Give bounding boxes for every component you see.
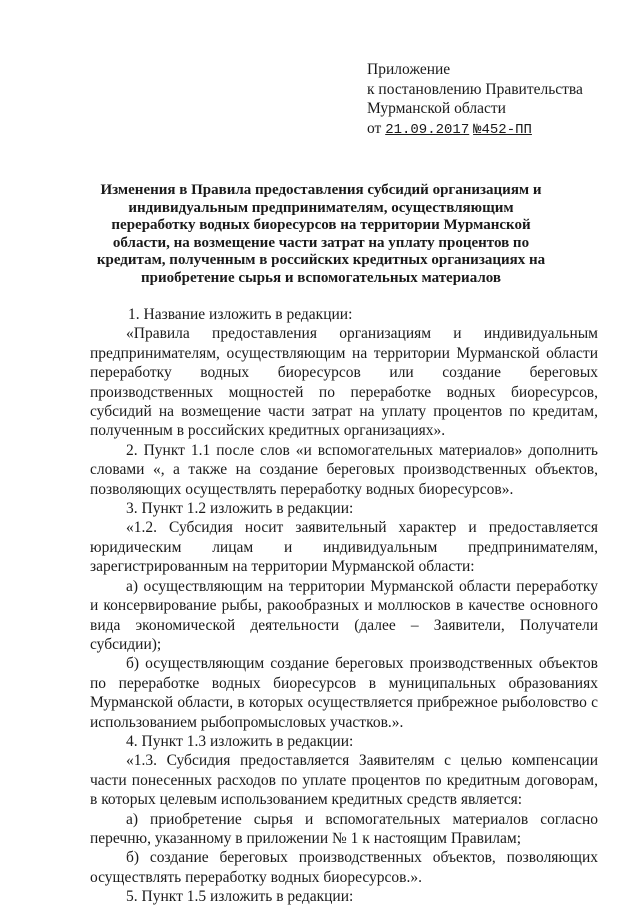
appendix-date: 21.09.2017: [385, 121, 470, 138]
appendix-resolution-line: к постановлению Правительства: [367, 80, 583, 98]
appendix-number: №452-ПП: [473, 121, 532, 138]
paragraph-9: «1.3. Субсидия предоставляется Заявителям с целью компенсации части понесенных расходов по уплате процентов по кредитным договорам, в которых целевым использованием кредитных средств является:: [90, 752, 598, 809]
paragraph-6: а) осуществляющим на территории Мурманской области переработку и консервирование рыбы, ракообразных и моллюсков в качестве основного вида экономической деятельности (далее – Заявители, Получатели субсидии);: [90, 577, 598, 653]
paragraph-1: 1. Название изложить в редакции:: [128, 306, 353, 323]
paragraph-2: «Правила предоставления организациям и индивидуальным предпринимателям, осуществляющим на территории Мурманской области переработку водных биоресурсов или создание береговых производственных мощностей по переработке водных биоресурсов, субсидий на возмещение части затрат на уплату процентов по кредитам, полученным в российских кредитных организациях».: [90, 325, 598, 440]
paragraph-10: а) приобретение сырья и вспомогательных материалов согласно перечню, указанному в приложении № 1 к настоящим Правилам;: [90, 810, 598, 847]
appendix-from: от: [367, 119, 382, 137]
paragraph-5: «1.2. Субсидия носит заявительный характер и предоставляется юридическим лицам и индивидуальным предпринимателям, зарегистрированным на территории Мурманской области:: [90, 519, 598, 576]
appendix-block: [367, 60, 583, 140]
appendix-heading: Приложение: [367, 61, 451, 78]
appendix-region-line: Мурманской области: [367, 100, 506, 117]
paragraph-11: б) создание береговых производственных объектов, позволяющих осуществлять переработку водных биоресурсов.».: [90, 849, 598, 886]
paragraph-4: 3. Пункт 1.2 изложить в редакции:: [126, 500, 354, 518]
paragraph-12: 5. Пункт 1.5 изложить в редакции:: [126, 888, 354, 906]
document-body: [90, 305, 598, 907]
paragraph-3: 2. Пункт 1.1 после слов «и вспомогательных материалов» дополнить словами «, а также на создание береговых производственных объектов, позволяющих осуществлять переработку водных биоресурсов».: [90, 441, 598, 498]
paragraph-7: б) осуществляющим создание береговых производственных объектов по переработке водных биоресурсов в муниципальных образованиях Мурманской области, в которых осуществляется прибрежное рыболовство с использованием рыбопромысловых участков.».: [90, 655, 598, 731]
document-title: Изменения в Правила предоставления субсидий организациям и индивидуальным предпринимателям, осуществляющим переработку водных биоресурсов на территории Мурманской области, на возмещение части затрат на уплату процентов по кредитам, полученным в российских кредитных организациях на приобретение сырья и вспомогательных материалов: [96, 182, 546, 286]
appendix-date-line: [367, 119, 583, 141]
paragraph-8: 4. Пункт 1.3 изложить в редакции:: [126, 732, 354, 750]
